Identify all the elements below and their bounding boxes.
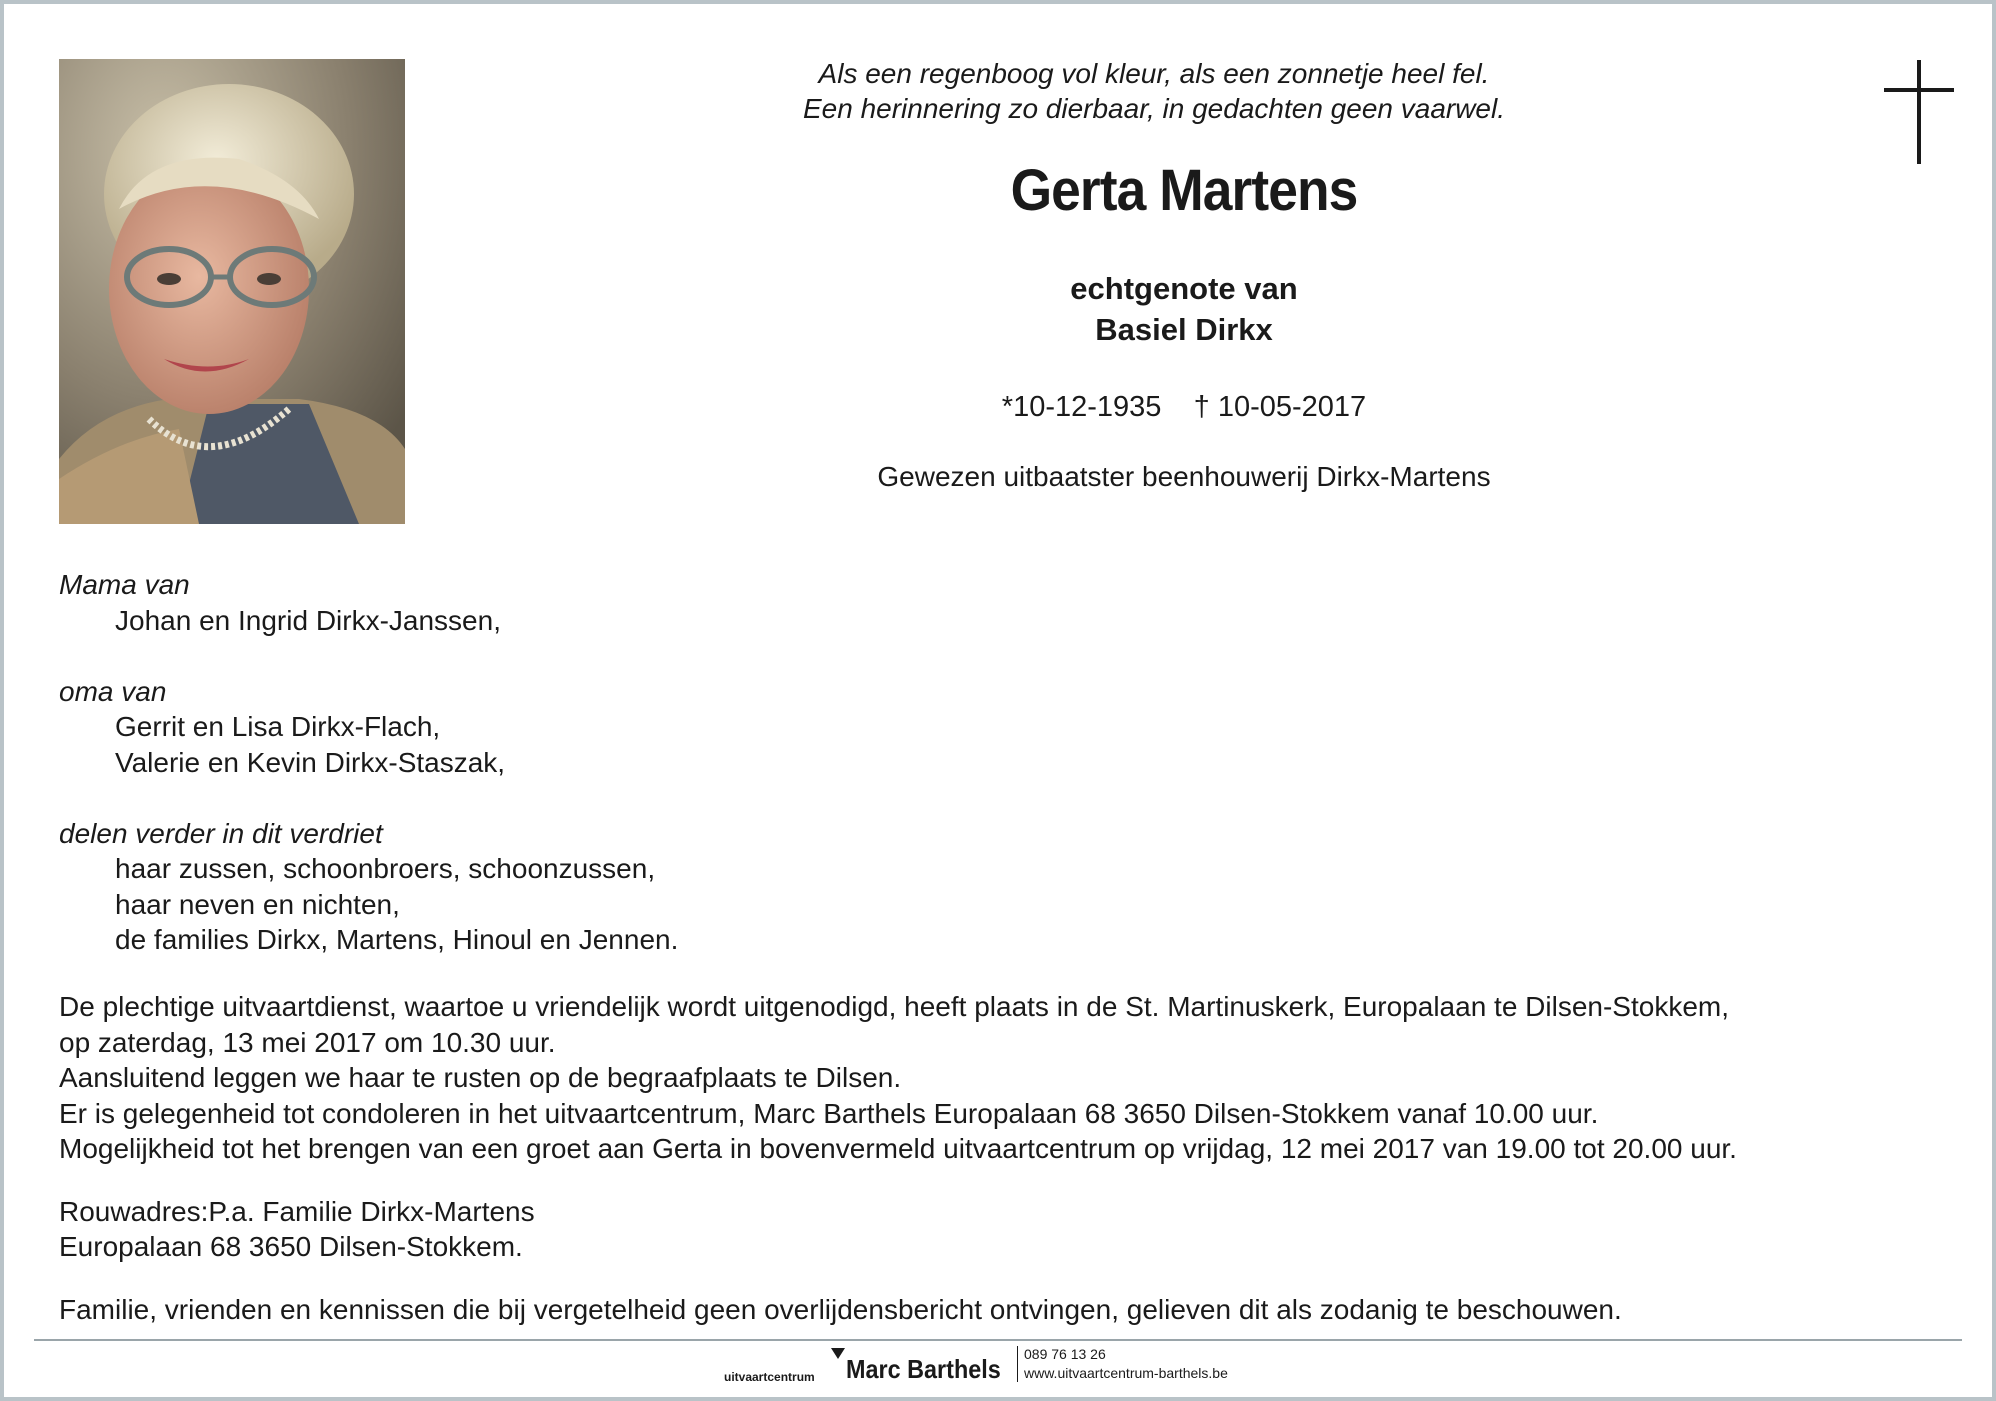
portrait-illustration bbox=[59, 59, 405, 524]
family-member: Johan en Ingrid Dirkx-Janssen, bbox=[115, 604, 501, 636]
poem-line: Als een regenboog vol kleur, als een zonnetje heel fel. bbox=[818, 58, 1490, 89]
family-member: de families Dirkx, Martens, Hinoul en Jennen. bbox=[115, 924, 679, 955]
funeral-home-brand: Marc Barthels bbox=[846, 1354, 1001, 1384]
family-list bbox=[59, 567, 959, 958]
deceased-name: Gerta Martens bbox=[1010, 158, 1358, 223]
death-notice-card bbox=[4, 4, 1992, 1397]
spouse-name: Basiel Dirkx bbox=[1095, 312, 1273, 347]
family-group bbox=[59, 567, 959, 638]
condolence-info: Er is gelegenheid tot condoleren in het uitvaartcentrum, Marc Barthels Europalaan 68 3650 Dilsen-Stokkem vanaf 10.00 uur. bbox=[59, 1097, 1599, 1129]
footer-divider bbox=[34, 1339, 1962, 1341]
family-group-label: delen verder in dit verdriet bbox=[59, 817, 383, 849]
mourning-address: Europalaan 68 3650 Dilsen-Stokkem. bbox=[59, 1231, 523, 1262]
family-member: Valerie en Kevin Dirkx-Staszak, bbox=[115, 746, 506, 778]
family-member: haar zussen, schoonbroers, schoonzussen, bbox=[115, 853, 656, 884]
family-group-label: oma van bbox=[59, 675, 167, 707]
service-info: De plechtige uitvaartdienst, waartoe u vriendelijk wordt uitgenodigd, heeft plaats in de St. Martinuskerk, Europalaan te Dilsen-Stokkem, bbox=[59, 991, 1730, 1022]
spouse-block bbox=[884, 268, 1484, 350]
funeral-home-footer bbox=[724, 1346, 1324, 1396]
funeral-home-label: uitvaartcentrum bbox=[724, 1370, 815, 1384]
mourning-address: Rouwadres:P.a. Familie Dirkx-Martens bbox=[59, 1195, 535, 1227]
relation-label: echtgenote van bbox=[1070, 271, 1298, 306]
visit-info: Mogelijkheid tot het brengen van een groet aan Gerta in bovenvermeld uitvaartcentrum op vrijdag, 12 mei 2017 van 19.00 tot 20.00 uur. bbox=[59, 1133, 1737, 1164]
memorial-poem bbox=[654, 56, 1654, 126]
poem-line: Een herinnering zo dierbaar, in gedachten geen vaarwel. bbox=[802, 93, 1506, 124]
family-group-label: Mama van bbox=[59, 569, 190, 600]
service-info: op zaterdag, 13 mei 2017 om 10.30 uur. bbox=[59, 1026, 556, 1058]
closing-note: Familie, vrienden en kennissen die bij vergetelheid geen overlijdensbericht ontvingen, gelieven dit als zodanig te beschouwen. bbox=[59, 1293, 1622, 1325]
funeral-home-phone: 089 76 13 26 bbox=[1024, 1346, 1106, 1362]
funeral-home-website[interactable]: www.uitvaartcentrum-barthels.be bbox=[1024, 1365, 1228, 1381]
birth-death-dates: *10-12-1935 † 10-05-2017 bbox=[1001, 391, 1367, 423]
cross-icon bbox=[1884, 60, 1954, 164]
funeral-notice bbox=[59, 989, 1959, 1327]
arrow-down-icon bbox=[831, 1348, 845, 1359]
burial-info: Aansluitend leggen we haar te rusten op de begraafplaats te Dilsen. bbox=[59, 1062, 902, 1093]
family-member: Gerrit en Lisa Dirkx-Flach, bbox=[115, 711, 441, 742]
family-member: haar neven en nichten, bbox=[115, 888, 400, 920]
portrait-photo bbox=[59, 59, 405, 524]
footer-separator bbox=[1017, 1346, 1018, 1382]
occupation: Gewezen uitbaatster beenhouwerij Dirkx-Martens bbox=[877, 461, 1491, 492]
family-group bbox=[59, 674, 959, 781]
family-group bbox=[59, 816, 959, 958]
